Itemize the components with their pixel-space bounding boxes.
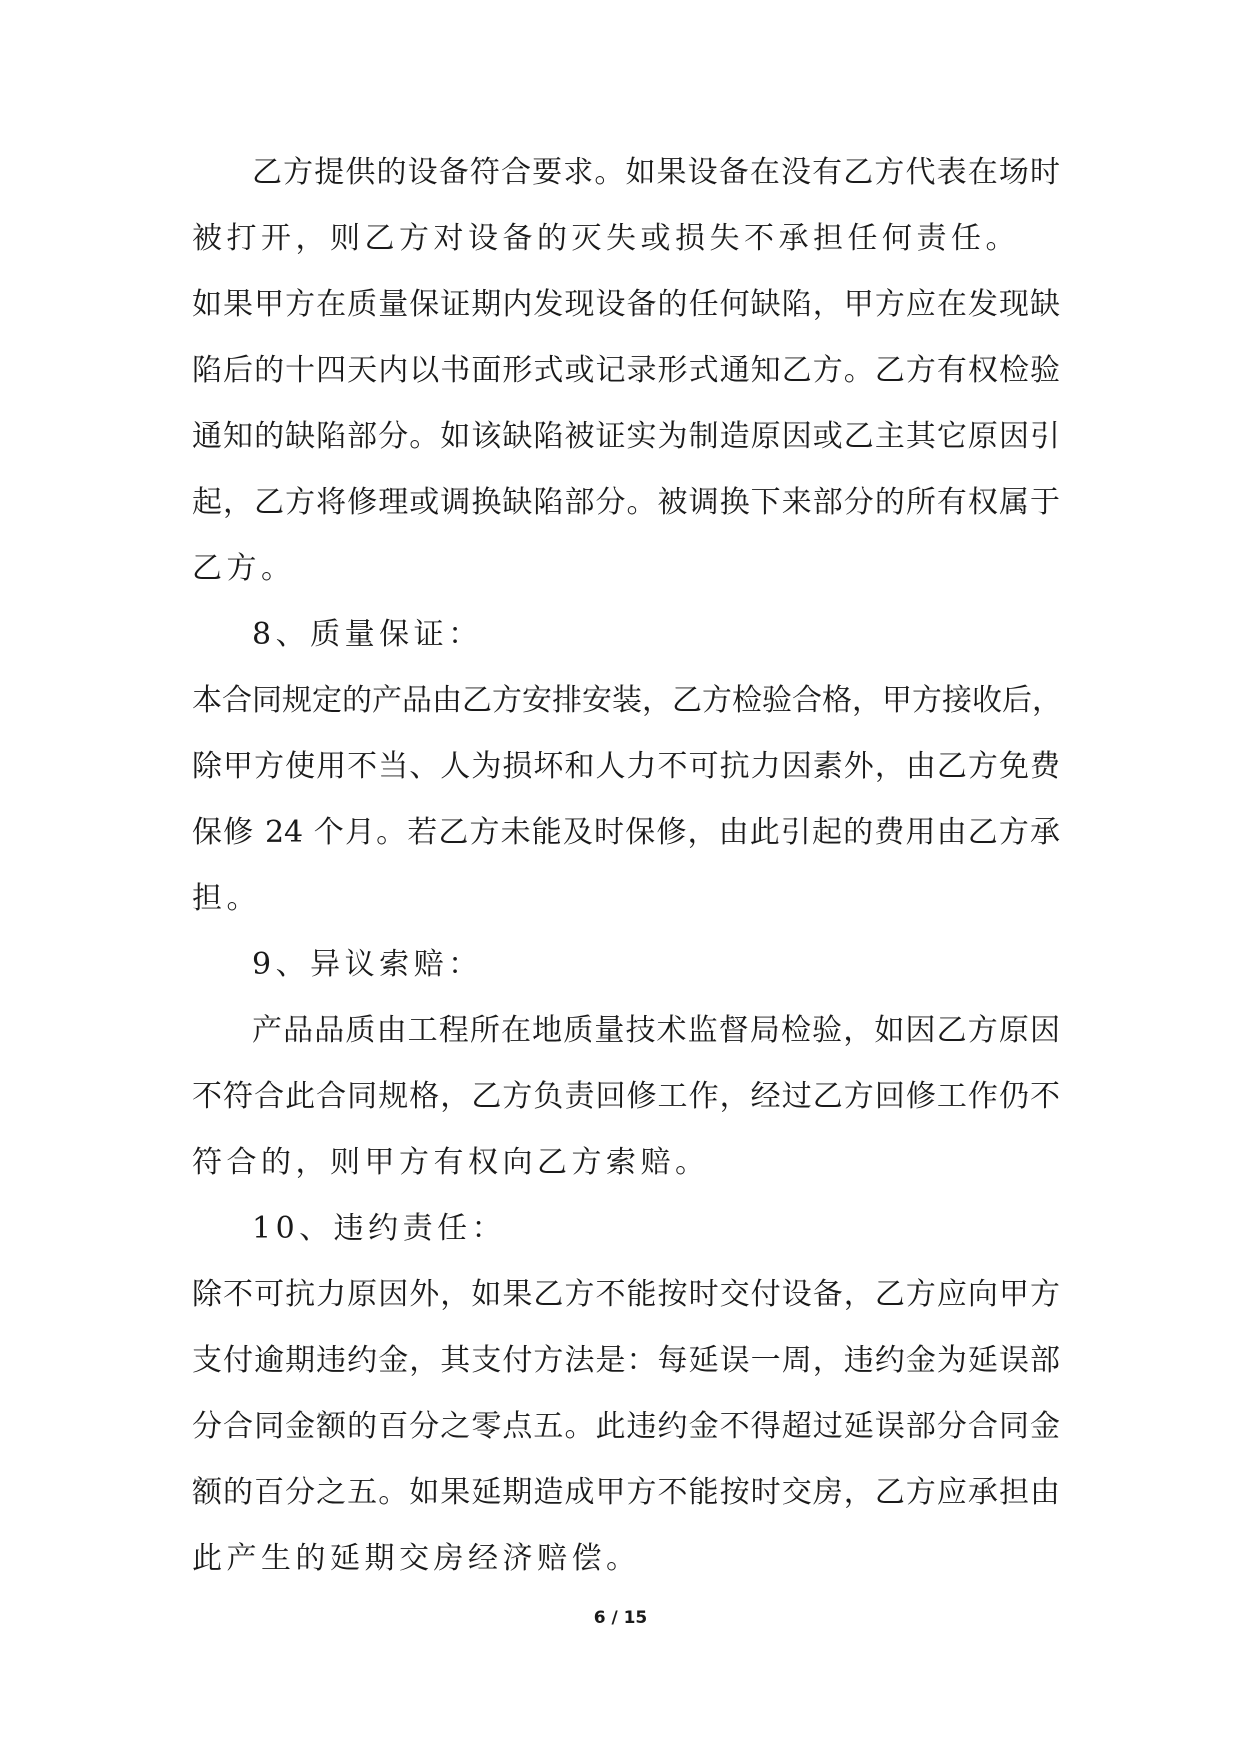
text-line: 如果甲方在质量保证期内发现设备的任何缺陷，甲方应在发现缺 (192, 287, 1060, 322)
document-body (192, 152, 1060, 1604)
text-line: 担。 (192, 881, 261, 916)
text-line: 乙方。 (192, 551, 296, 586)
text-line: 除不可抗力原因外，如果乙方不能按时交付设备，乙方应向甲方 (192, 1277, 1060, 1312)
section-heading-quality-guarantee: 8、质量保证： (252, 617, 483, 652)
text-line: 被打开，则乙方对设备的灭失或损失不承担任何责任。 (192, 221, 1020, 256)
text-line: 陷后的十四天内以书面形式或记录形式通知乙方。乙方有权检验 (192, 353, 1060, 388)
text-line: 保修 24 个月。若乙方未能及时保修，由此引起的费用由乙方承 (192, 815, 1060, 850)
text-line: 额的百分之五。如果延期造成甲方不能按时交房，乙方应承担由 (192, 1475, 1060, 1510)
section-heading-objection-claims: 9、异议索赔： (252, 947, 483, 982)
text-line: 除甲方使用不当、人为损坏和人力不可抗力因素外，由乙方免费 (192, 749, 1060, 784)
text-line: 符合的，则甲方有权向乙方索赔。 (192, 1145, 710, 1180)
page-number: 6 / 15 (593, 1608, 648, 1628)
text-line: 起，乙方将修理或调换缺陷部分。被调换下来部分的所有权属于 (192, 485, 1060, 520)
text-line: 乙方提供的设备符合要求。如果设备在没有乙方代表在场时 (252, 155, 1060, 190)
section-heading-breach-liability: 10、违约责任： (252, 1211, 507, 1246)
text-line: 通知的缺陷部分。如该缺陷被证实为制造原因或乙主其它原因引 (192, 419, 1060, 454)
text-line: 支付逾期违约金，其支付方法是：每延误一周，违约金为延误部 (192, 1343, 1060, 1378)
text-line: 不符合此合同规格，乙方负责回修工作，经过乙方回修工作仍不 (192, 1079, 1060, 1114)
text-line: 分合同金额的百分之零点五。此违约金不得超过延误部分合同金 (192, 1409, 1060, 1444)
text-line: 此产生的延期交房经济赔偿。 (192, 1541, 641, 1576)
text-line: 本合同规定的产品由乙方安排安装，乙方检验合格，甲方接收后， (192, 683, 1062, 718)
text-line: 产品品质由工程所在地质量技术监督局检验，如因乙方原因 (252, 1013, 1060, 1048)
